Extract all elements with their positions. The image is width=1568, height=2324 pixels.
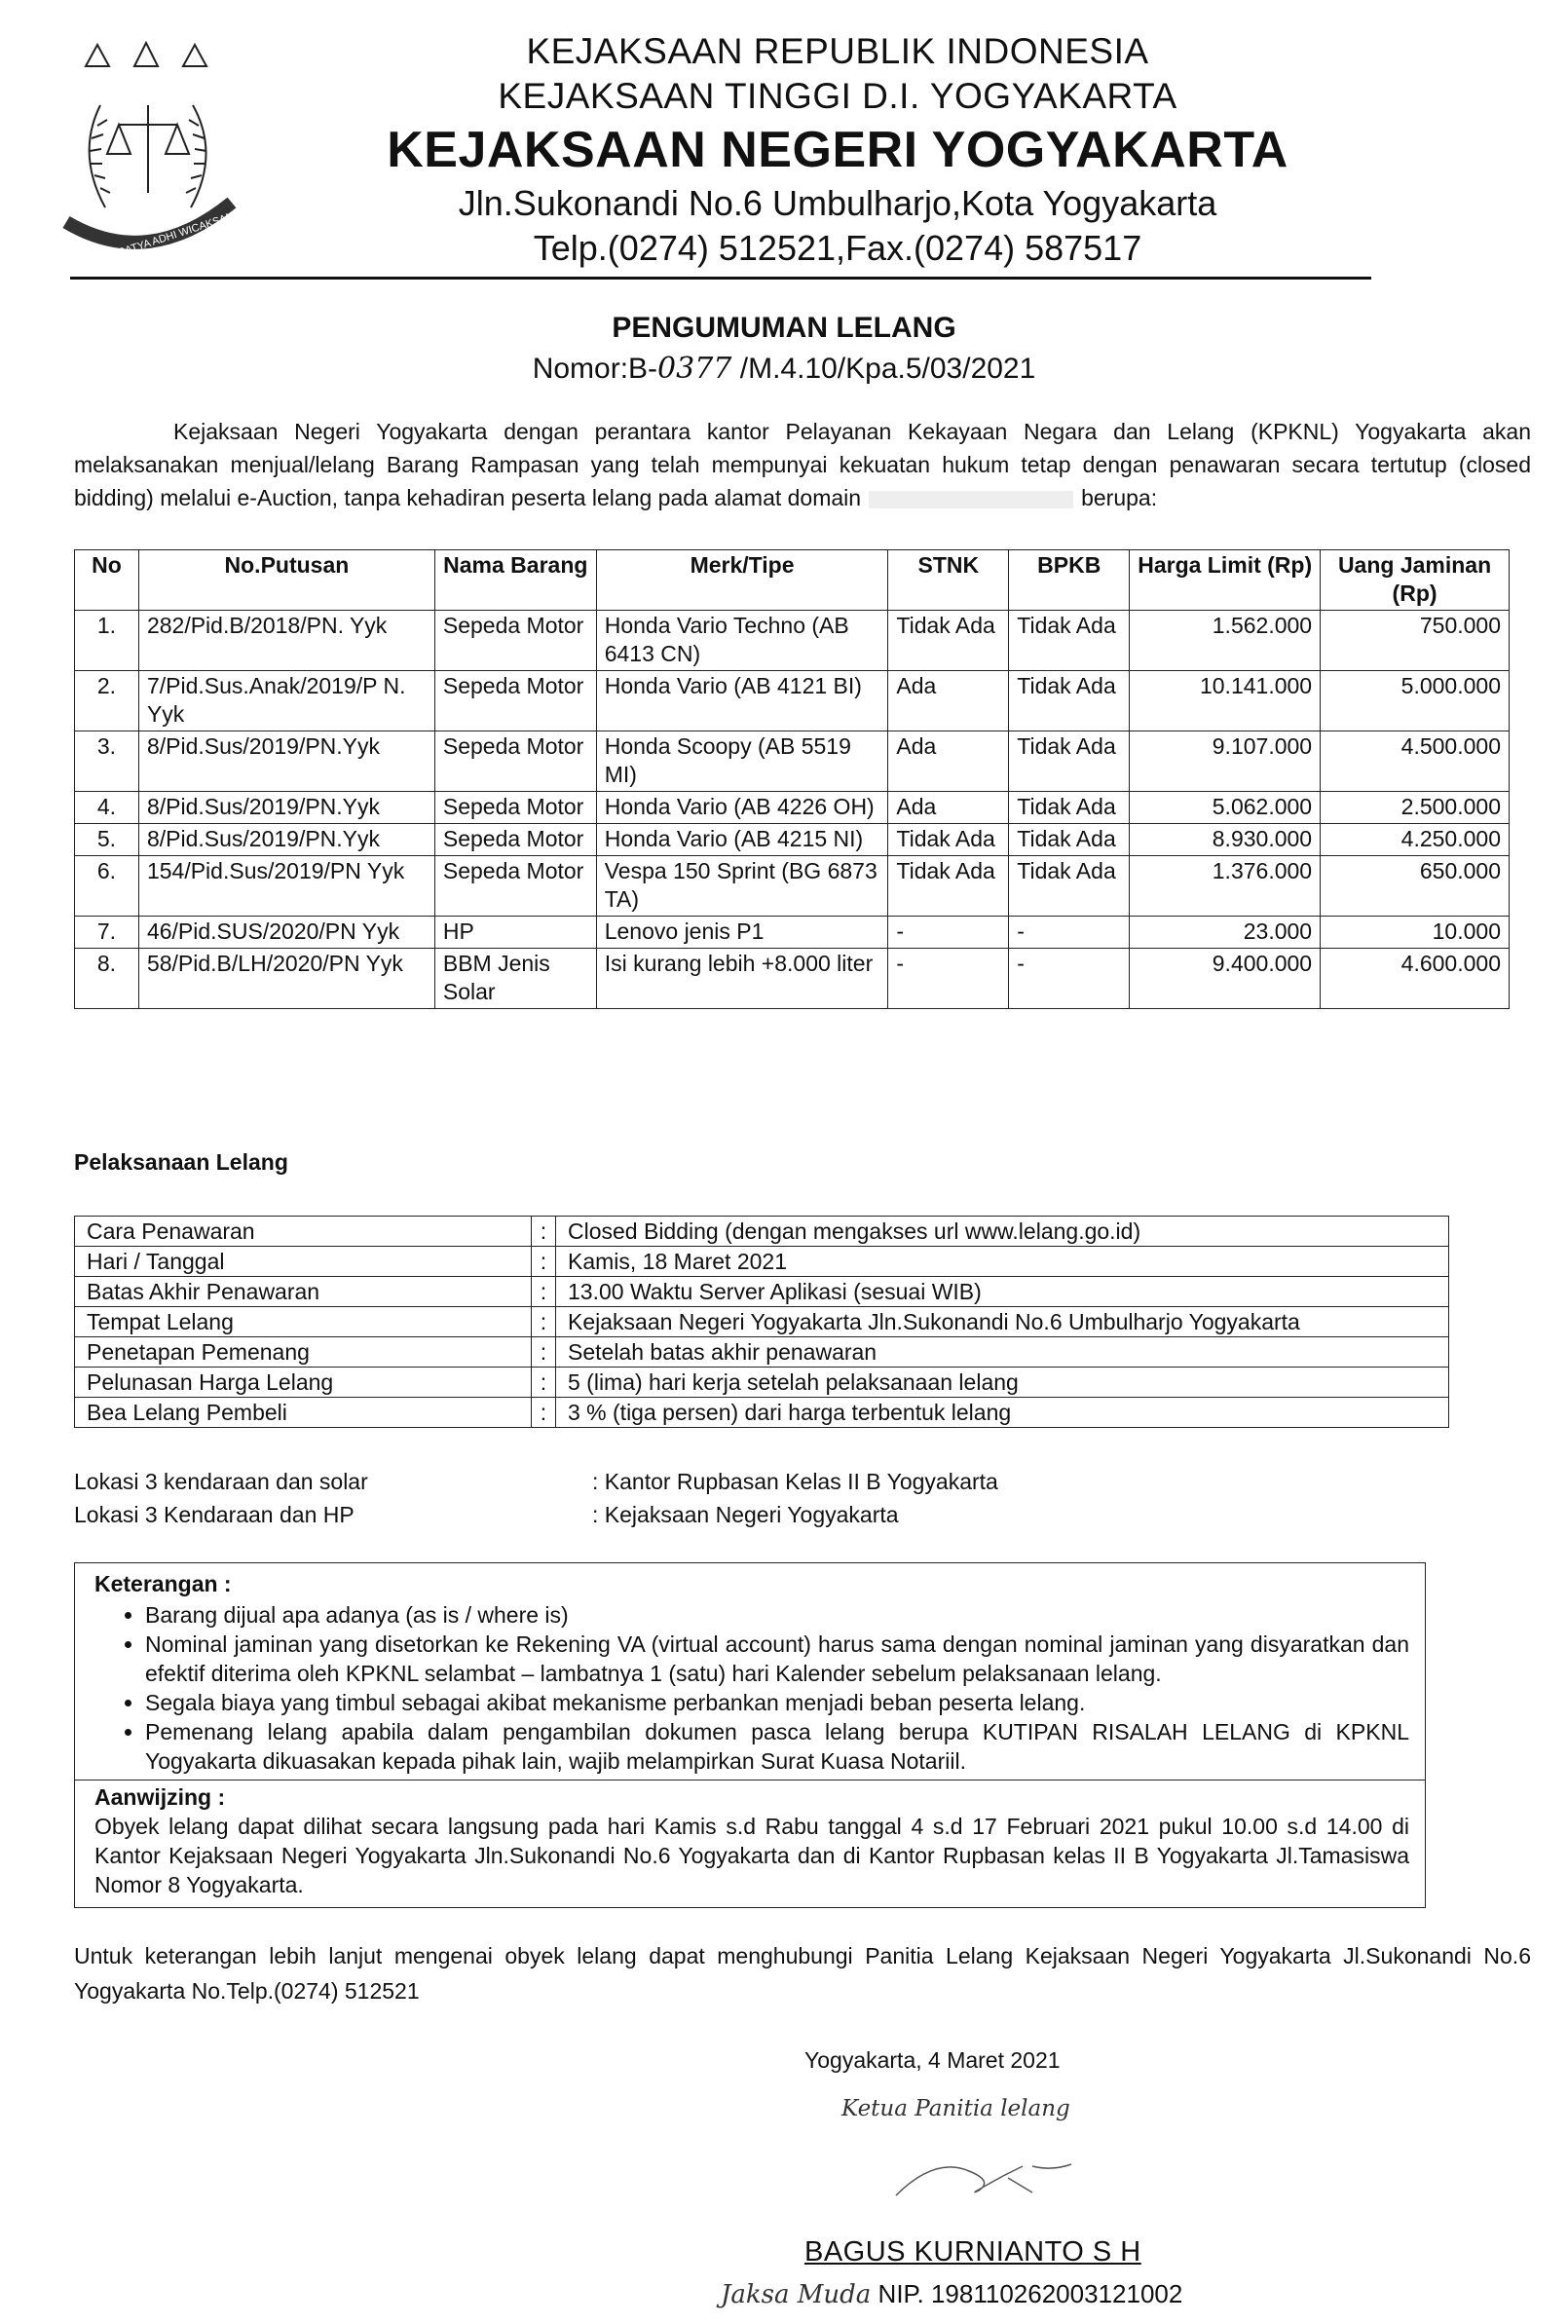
cell-nama-barang: Sepeda Motor <box>434 792 596 824</box>
letterhead <box>292 29 1383 271</box>
number-suffix: /M.4.10/Kpa.5/03/2021 <box>731 353 1036 385</box>
signer-name: BAGUS KURNIANTO S H <box>804 2236 1141 2268</box>
letterhead-line2: KEJAKSAAN TINGGI D.I. YOGYAKARTA <box>498 76 1177 116</box>
lokasi-key: Lokasi 3 Kendaraan dan HP <box>74 1502 355 1527</box>
logo-motto: SATYA ADHI WICAKSANA <box>116 207 243 259</box>
keterangan-box <box>74 1562 1426 1908</box>
cell-bpkb: - <box>1009 949 1130 1009</box>
letterhead-phone: Telp.(0274) 512521,Fax.(0274) 587517 <box>533 228 1142 268</box>
pelaksanaan-separator: : <box>532 1217 556 1247</box>
cell-putusan: 8/Pid.Sus/2019/PN.Yyk <box>138 824 434 856</box>
kejaksaan-emblem-logo <box>47 37 253 271</box>
lokasi-key: Lokasi 3 kendaraan dan solar <box>74 1469 368 1494</box>
redacted-domain <box>869 491 1073 508</box>
pelaksanaan-row <box>75 1337 1449 1368</box>
pelaksanaan-separator: : <box>532 1307 556 1337</box>
signer-nip: NIP. 198110262003121002 <box>871 2279 1183 2308</box>
table-row <box>75 792 1510 824</box>
document-title <box>0 308 1568 390</box>
lokasi-value: : Kantor Rupbasan Kelas II B Yogyakarta <box>592 1469 998 1494</box>
pelaksanaan-value: Kejaksaan Negeri Yogyakarta Jln.Sukonandi No.6 Umbulharjo Yogyakarta <box>556 1307 1449 1337</box>
auction-items-table <box>74 549 1510 1009</box>
cell-stnk: Tidak Ada <box>888 856 1009 917</box>
cell-nama-barang: Sepeda Motor <box>434 731 596 792</box>
handwritten-signature <box>877 2137 1091 2225</box>
col-header-putusan: No.Putusan <box>138 550 434 611</box>
col-header-merk: Merk/Tipe <box>596 550 888 611</box>
signer-role: Ketua Panitia lelang <box>841 2096 1070 2121</box>
cell-nama-barang: HP <box>434 917 596 949</box>
cell-bpkb: - <box>1009 917 1130 949</box>
place-date: Yogyakarta, 4 Maret 2021 <box>804 2047 1061 2073</box>
pelaksanaan-separator: : <box>532 1368 556 1398</box>
pelaksanaan-separator: : <box>532 1277 556 1307</box>
cell-merk: Isi kurang lebih +8.000 liter <box>596 949 888 1009</box>
cell-no: 2. <box>75 671 139 731</box>
lokasi-value: : Kejaksaan Negeri Yogyakarta <box>592 1502 899 1527</box>
signer-rank-nip <box>721 2279 1182 2309</box>
keterangan-item: • Segala biaya yang timbul sebagai akibat mekanisme perbankan menjadi beban peserta lelang. <box>145 1688 1409 1717</box>
cell-no: 4. <box>75 792 139 824</box>
cell-bpkb: Tidak Ada <box>1009 671 1130 731</box>
cell-merk: Lenovo jenis P1 <box>596 917 888 949</box>
pelaksanaan-key: Cara Penawaran <box>75 1217 532 1247</box>
table-row <box>75 671 1510 731</box>
cell-putusan: 58/Pid.B/LH/2020/PN Yyk <box>138 949 434 1009</box>
cell-merk: Honda Scoopy (AB 5519 MI) <box>596 731 888 792</box>
table-row <box>75 824 1510 856</box>
cell-harga-limit: 5.062.000 <box>1130 792 1321 824</box>
cell-harga-limit: 9.400.000 <box>1130 949 1321 1009</box>
pelaksanaan-value: Closed Bidding (dengan mengakses url www.lelang.go.id) <box>556 1217 1449 1247</box>
keterangan-list <box>94 1600 1409 1776</box>
aanwijzing-heading: Aanwijzing : <box>94 1784 226 1810</box>
cell-putusan: 46/Pid.SUS/2020/PN Yyk <box>138 917 434 949</box>
cell-harga-limit: 10.141.000 <box>1130 671 1321 731</box>
pelaksanaan-value: Setelah batas akhir penawaran <box>556 1337 1449 1368</box>
cell-no: 6. <box>75 856 139 917</box>
cell-bpkb: Tidak Ada <box>1009 856 1130 917</box>
cell-nama-barang: Sepeda Motor <box>434 824 596 856</box>
keterangan-item: • Pemenang lelang apabila dalam pengambilan dokumen pasca lelang berupa KUTIPAN RISALAH LELANG di KPKNL Yogyakarta dikuasakan kepada pihak lain, wajib melampirkan Surat Kuasa Notariil. <box>145 1717 1409 1776</box>
pelaksanaan-value: 13.00 Waktu Server Aplikasi (sesuai WIB) <box>556 1277 1449 1307</box>
cell-merk: Vespa 150 Sprint (BG 6873 TA) <box>596 856 888 917</box>
aanwijzing-text: Obyek lelang dapat dilihat secara langsung pada hari Kamis s.d Rabu tanggal 4 s.d 17 Februari 2021 pukul 10.00 s.d 14.00 di Kantor Kejaksaan Negeri Yogyakarta Jln.Sukonandi No.6 Yogyakarta dan di Kantor Rupbasan kelas II B Yogyakarta Jl.Tamasiswa Nomor 8 Yogyakarta. <box>94 1814 1409 1897</box>
cell-uang-jaminan: 10.000 <box>1321 917 1510 949</box>
cell-no: 3. <box>75 731 139 792</box>
pelaksanaan-key: Bea Lelang Pembeli <box>75 1398 532 1428</box>
col-header-nama-barang: Nama Barang <box>434 550 596 611</box>
cell-harga-limit: 1.376.000 <box>1130 856 1321 917</box>
cell-putusan: 8/Pid.Sus/2019/PN.Yyk <box>138 792 434 824</box>
cell-stnk: - <box>888 917 1009 949</box>
cell-nama-barang: BBM Jenis Solar <box>434 949 596 1009</box>
cell-no: 5. <box>75 824 139 856</box>
pelaksanaan-key: Penetapan Pemenang <box>75 1337 532 1368</box>
cell-nama-barang: Sepeda Motor <box>434 856 596 917</box>
cell-putusan: 8/Pid.Sus/2019/PN.Yyk <box>138 731 434 792</box>
announcement-heading: PENGUMUMAN LELANG <box>612 312 956 344</box>
table-row <box>75 917 1510 949</box>
cell-uang-jaminan: 4.250.000 <box>1321 824 1510 856</box>
keterangan-item: • Barang dijual apa adanya (as is / where is) <box>145 1600 1409 1630</box>
pelaksanaan-value: 3 % (tiga persen) dari harga terbentuk lelang <box>556 1398 1449 1428</box>
pelaksanaan-key: Hari / Tanggal <box>75 1247 532 1277</box>
col-header-harga-limit: Harga Limit (Rp) <box>1130 550 1321 611</box>
cell-bpkb: Tidak Ada <box>1009 731 1130 792</box>
pelaksanaan-value: Kamis, 18 Maret 2021 <box>556 1247 1449 1277</box>
number-prefix: Nomor:B- <box>532 353 658 385</box>
cell-harga-limit: 9.107.000 <box>1130 731 1321 792</box>
cell-nama-barang: Sepeda Motor <box>434 671 596 731</box>
cell-putusan: 282/Pid.B/2018/PN. Yyk <box>138 611 434 671</box>
signer-rank: Jaksa Muda <box>721 2280 872 2309</box>
pelaksanaan-row <box>75 1368 1449 1398</box>
cell-stnk: Ada <box>888 792 1009 824</box>
cell-bpkb: Tidak Ada <box>1009 611 1130 671</box>
col-header-stnk: STNK <box>888 550 1009 611</box>
cell-stnk: Tidak Ada <box>888 611 1009 671</box>
cell-merk: Honda Vario (AB 4226 OH) <box>596 792 888 824</box>
cell-uang-jaminan: 4.600.000 <box>1321 949 1510 1009</box>
table-header-row <box>75 550 1510 611</box>
table-row <box>75 731 1510 792</box>
letterhead-rule <box>70 277 1371 280</box>
cell-merk: Honda Vario Techno (AB 6413 CN) <box>596 611 888 671</box>
cell-stnk: Ada <box>888 731 1009 792</box>
cell-uang-jaminan: 650.000 <box>1321 856 1510 917</box>
pelaksanaan-separator: : <box>532 1247 556 1277</box>
col-header-uang-jaminan: Uang Jaminan (Rp) <box>1321 550 1510 611</box>
letterhead-address: Jln.Sukonandi No.6 Umbulharjo,Kota Yogyakarta <box>458 183 1217 223</box>
pelaksanaan-row <box>75 1307 1449 1337</box>
cell-no: 8. <box>75 949 139 1009</box>
pelaksanaan-row <box>75 1217 1449 1247</box>
cell-stnk: Ada <box>888 671 1009 731</box>
lokasi-row <box>74 1465 998 1498</box>
keterangan-item: • Nominal jaminan yang disetorkan ke Rekening VA (virtual account) harus sama dengan nominal jaminan yang disyaratkan dan efektif diterima oleh KPKNL selambat – lambatnya 1 (satu) hari Kalender sebelum pelaksanaan lelang. <box>145 1630 1409 1688</box>
letterhead-office-name: KEJAKSAAN NEGERI YOGYAKARTA <box>387 122 1288 178</box>
cell-harga-limit: 23.000 <box>1130 917 1321 949</box>
cell-harga-limit: 1.562.000 <box>1130 611 1321 671</box>
cell-nama-barang: Sepeda Motor <box>434 611 596 671</box>
cell-merk: Honda Vario (AB 4121 BI) <box>596 671 888 731</box>
cell-uang-jaminan: 2.500.000 <box>1321 792 1510 824</box>
cell-no: 7. <box>75 917 139 949</box>
cell-uang-jaminan: 5.000.000 <box>1321 671 1510 731</box>
intro-tail: berupa: <box>1081 485 1158 510</box>
number-handwritten: 0377 <box>657 352 732 386</box>
pelaksanaan-row <box>75 1277 1449 1307</box>
lokasi-row <box>74 1498 998 1531</box>
pelaksanaan-separator: : <box>532 1398 556 1428</box>
announcement-number <box>0 349 1568 390</box>
lokasi-list <box>74 1465 998 1531</box>
cell-uang-jaminan: 4.500.000 <box>1321 731 1510 792</box>
pelaksanaan-row <box>75 1398 1449 1428</box>
cell-harga-limit: 8.930.000 <box>1130 824 1321 856</box>
pelaksanaan-value: 5 (lima) hari kerja setelah pelaksanaan lelang <box>556 1368 1449 1398</box>
table-row <box>75 949 1510 1009</box>
cell-bpkb: Tidak Ada <box>1009 792 1130 824</box>
pelaksanaan-key: Tempat Lelang <box>75 1307 532 1337</box>
cell-putusan: 7/Pid.Sus.Anak/2019/P N. Yyk <box>138 671 434 731</box>
cell-bpkb: Tidak Ada <box>1009 824 1130 856</box>
col-header-no: No <box>75 550 139 611</box>
pelaksanaan-key: Pelunasan Harga Lelang <box>75 1368 532 1398</box>
intro-text: Kejaksaan Negeri Yogyakarta dengan perantara kantor Pelayanan Kekayaan Negara dan Lelang (KPKNL) Yogyakarta akan melaksanakan menjual/lelang Barang Rampasan yang telah mempunyai kekuatan hukum tetap dengan penawaran secara tertutup (closed bidding) melalui e-Auction, tanpa kehadiran peserta lelang pada alamat domain <box>74 419 1531 510</box>
cell-uang-jaminan: 750.000 <box>1321 611 1510 671</box>
cell-merk: Honda Vario (AB 4215 NI) <box>596 824 888 856</box>
col-header-bpkb: BPKB <box>1009 550 1130 611</box>
contact-paragraph: Untuk keterangan lebih lanjut mengenai obyek lelang dapat menghubungi Panitia Lelang Kejaksaan Negeri Yogyakarta Jl.Sukonandi No.6 Yogyakarta No.Telp.(0274) 512521 <box>74 1943 1531 2004</box>
letterhead-line1: KEJAKSAAN REPUBLIK INDONESIA <box>526 31 1149 71</box>
cell-putusan: 154/Pid.Sus/2019/PN Yyk <box>138 856 434 917</box>
cell-stnk: Tidak Ada <box>888 824 1009 856</box>
keterangan-heading: Keterangan : <box>94 1571 232 1596</box>
table-row <box>75 856 1510 917</box>
pelaksanaan-table <box>74 1216 1449 1428</box>
pelaksanaan-separator: : <box>532 1337 556 1368</box>
table-row <box>75 611 1510 671</box>
pelaksanaan-heading: Pelaksanaan Lelang <box>74 1149 288 1175</box>
cell-no: 1. <box>75 611 139 671</box>
pelaksanaan-row <box>75 1247 1449 1277</box>
intro-paragraph <box>74 415 1531 514</box>
pelaksanaan-key: Batas Akhir Penawaran <box>75 1277 532 1307</box>
cell-stnk: - <box>888 949 1009 1009</box>
